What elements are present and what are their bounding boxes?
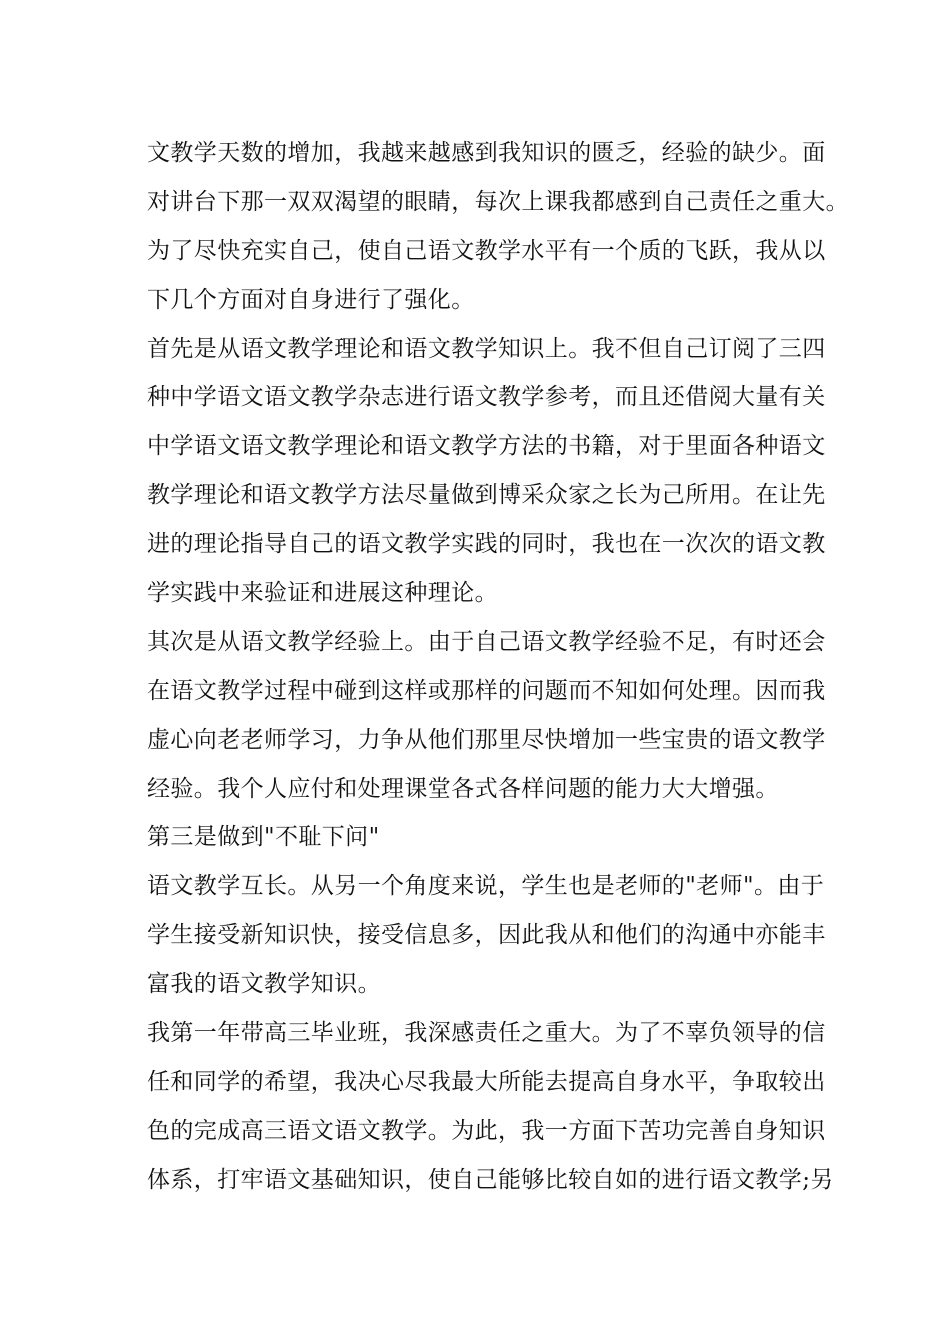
- text-line: 学生接受新知识快，接受信息多，因此我从和他们的沟通中亦能丰: [147, 922, 826, 949]
- text-line: 为了尽快充实自己，使自己语文教学水平有一个质的飞跃，我从以: [147, 237, 826, 264]
- text-line: 文教学天数的增加，我越来越感到我知识的匮乏，经验的缺少。面: [147, 140, 826, 166]
- text-line: 教学理论和语文教学方法尽量做到博采众家之长为己所用。在让先: [147, 482, 826, 509]
- text-line: 富我的语文教学知识。: [147, 971, 381, 998]
- text-line: 虚心向老老师学习，力争从他们那里尽快增加一些宝贵的语文教学: [147, 726, 826, 753]
- text-line: 体系，打牢语文基础知识，使自己能够比较自如的进行语文教学;另: [147, 1166, 834, 1193]
- text-line: 第三是做到"不耻下问": [147, 824, 380, 851]
- text-line: 首先是从语文教学理论和语文教学知识上。我不但自己订阅了三四: [147, 335, 826, 362]
- text-line: 在语文教学过程中碰到这样或那样的问题而不知如何处理。因而我: [147, 677, 826, 704]
- text-line: 色的完成高三语文语文教学。为此，我一方面下苦功完善自身知识: [147, 1117, 826, 1144]
- text-line: 任和同学的希望，我决心尽我最大所能去提高自身水平，争取较出: [147, 1068, 826, 1095]
- text-line: 进的理论指导自己的语文教学实践的同时，我也在一次次的语文教: [147, 531, 826, 558]
- document-body: [147, 129, 849, 1205]
- text-line: 对讲台下那一双双渴望的眼睛，每次上课我都感到自己责任之重大。: [147, 188, 849, 215]
- text-line: 经验。我个人应付和处理课堂各式各样问题的能力大大增强。: [147, 775, 779, 802]
- text-line: 种中学语文语文教学杂志进行语文教学参考，而且还借阅大量有关: [147, 384, 826, 411]
- text-line: 下几个方面对自身进行了强化。: [147, 286, 475, 313]
- text-line: 学实践中来验证和进展这种理论。: [147, 580, 498, 607]
- text-line: 中学语文语文教学理论和语文教学方法的书籍，对于里面各种语文: [147, 433, 826, 460]
- text-line: 语文教学互长。从另一个角度来说，学生也是老师的"老师"。由于: [147, 873, 825, 900]
- text-line: 我第一年带高三毕业班，我深感责任之重大。为了不辜负领导的信: [147, 1020, 826, 1047]
- text-line: 其次是从语文教学经验上。由于自己语文教学经验不足，有时还会: [147, 628, 826, 655]
